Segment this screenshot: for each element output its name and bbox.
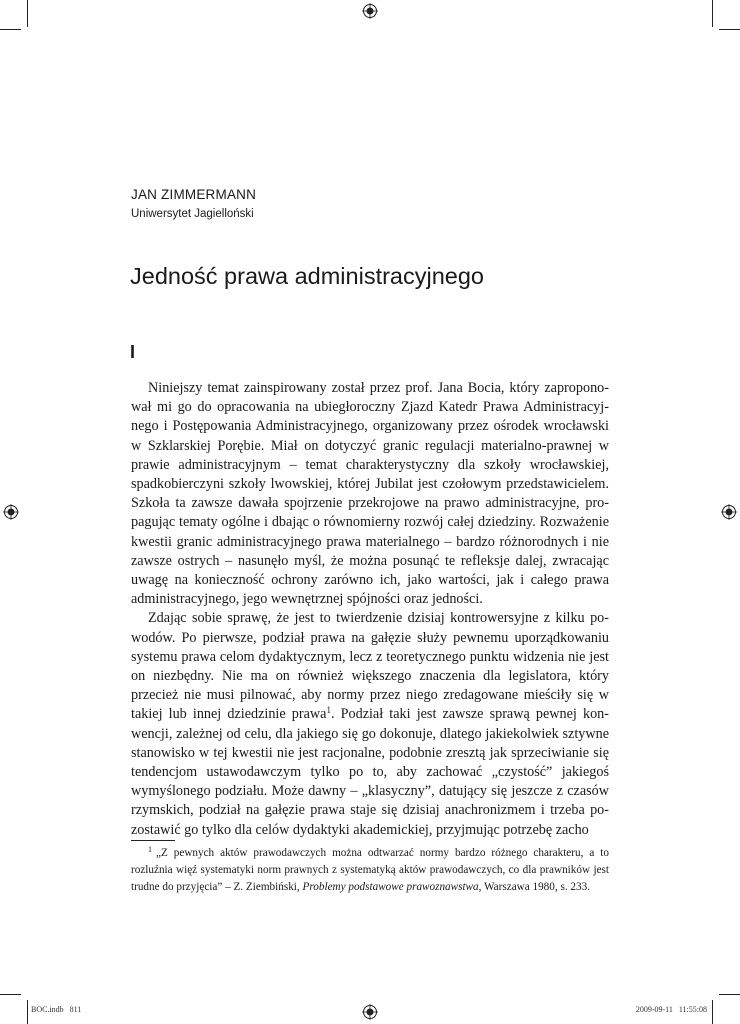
crop-mark — [0, 994, 21, 995]
section-heading: I — [130, 342, 136, 362]
crop-mark — [712, 0, 713, 27]
paragraph-1: Niniejszy temat zainspirowany został przez prof. Jana Bocia, który zaproponował mi go do opracowania na ubiegłoroczny Zjazd Katedr Prawa Administracyjnego i Postępowania Administracyjnego, organizowany przez ośrodek wrocławski w Szklarskiej Porębie. Miał on dotyczyć granic regulacji materialno-prawnej w prawie administracyjnym – temat charakterystyczny dla szkoły wrocławskiej, spadkobierczyni szkoły lwowskiej, której Jubilat jest czołowym przedstawicielem. Szkoła ta zawsze dawała spojrzenie przekrojowe na prawo administracyjne, propagując tematy ogólne i dbając o równomierny rozwój całej dziedziny. Rozważenie kwestii granic administracyjnego prawa materialnego – bardzo różnorodnych i nie zawsze ostrych – nasunęło myśl, że można posunąć te refleksje dalej, zwracając uwagę na konieczność ochrony zarówno ich, jako wartości, jak i całego prawa administracyjnego, jego wewnętrznej spójności oraz jedności. — [131, 380, 609, 608]
registration-mark-icon — [362, 3, 378, 19]
article-body — [131, 379, 609, 840]
slug-file: BOC.indb 811 — [31, 1005, 82, 1014]
crop-mark — [27, 1000, 28, 1024]
author-affiliation: Uniwersytet Jagielloński — [131, 208, 254, 220]
registration-mark-icon — [3, 504, 19, 520]
paragraph-2-part-a: Zdając sobie sprawę, że jest to twierdzenie dzisiaj kontrowersyjne z kilku powodów. Po pierwsze, podział prawa na gałęzie służy pewnemu uporządkowaniu systemu prawa celom dydaktycznym, lecz z teoretycznego punktu widzenia nie jest on niezbędny. Nie ma on również większego znaczenia dla legislatora, który przecież nie musi pilnować, aby normy przez niego zredagowane mieściły się w takiej lub innej dziedzinie prawa — [131, 610, 609, 723]
paragraph-2 — [131, 609, 609, 839]
crop-mark — [712, 1000, 713, 1024]
article-title: Jedność prawa administracyjnego — [130, 263, 484, 289]
footnote — [131, 845, 609, 895]
footnote-separator — [131, 840, 175, 841]
registration-mark-icon — [721, 504, 737, 520]
author-name: JAN ZIMMERMANN — [131, 187, 257, 202]
footnote-text: „Z pewnych aktów prawodawczych można odtwarzać normy bardzo różnego charakteru, a to rozluźnia więź systematyki norm prawnych z systematyką aktów prawodawczych, co dla prawników jest trudne do przyjęcia” – Z. Ziembiński, — [131, 847, 609, 893]
crop-mark — [719, 994, 740, 995]
slug-timestamp: 2009-09-11 11:55:08 — [635, 1005, 707, 1014]
footnote-number: 1 — [148, 845, 152, 854]
crop-mark — [0, 29, 21, 30]
footnote-tail: , Warszawa 1980, s. 233. — [478, 880, 590, 893]
footnote-reference[interactable]: 1 — [326, 705, 331, 716]
paragraph-2-part-b: . Podział taki jest zawsze sprawą pewnej konwencji, zależnej od celu, dla jakiego się go dokonuje, dlatego jakiekolwiek sztywne stanowisko w tej kwestii nie jest racjonalne, podobnie zresztą jak sprzeciwianie się tendencjom ustawodawczym tylko po to, aby zachować „czystość” jakiegoś wymyślonego podziału. Może dawny – „klasyczny”, datujący się jeszcze z czasów rzymskich, podział na gałęzie prawa staje się dzisiaj anachronizmem i trzeba pozostawić go tylko dla celów dydaktyki akademickiej, przyjmując potrzebę zacho — [131, 706, 609, 838]
registration-mark-icon — [362, 1004, 378, 1020]
crop-mark — [719, 29, 740, 30]
crop-mark — [27, 0, 28, 27]
footnote-cited-work: Problemy podstawowe prawoznawstwa — [302, 880, 479, 893]
